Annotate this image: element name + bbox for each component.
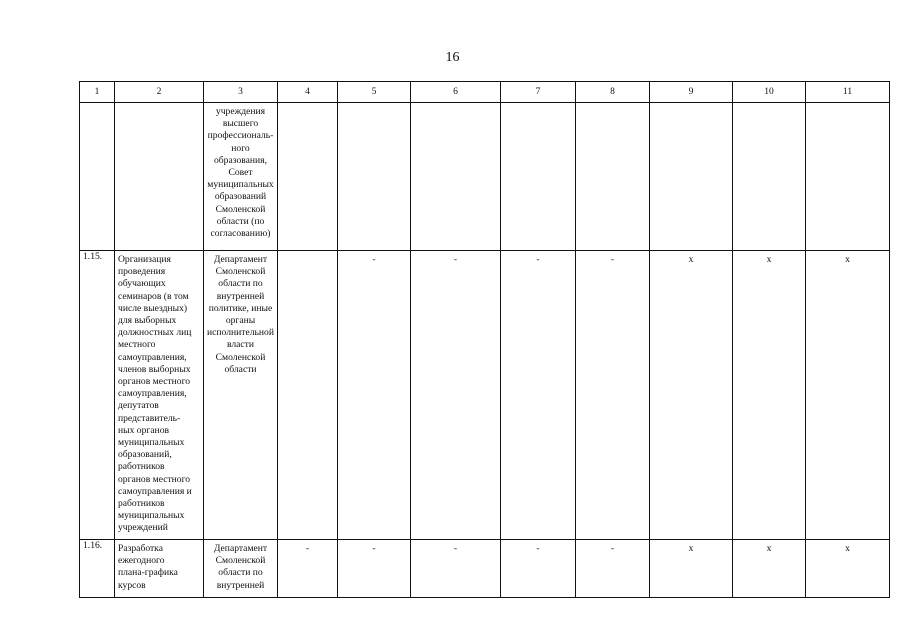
activity-line: проведения — [118, 266, 166, 278]
activity-line: самоуправления и — [118, 485, 192, 497]
header-cell: 3 — [204, 82, 278, 103]
executor-line: образований — [214, 191, 267, 203]
executor-line: Смоленской — [215, 203, 266, 215]
activity-line: работников — [118, 498, 165, 510]
row-value: - — [411, 540, 501, 598]
header-cell: 5 — [338, 82, 411, 103]
page-number: 16 — [445, 50, 460, 65]
executor-line: области — [224, 363, 257, 375]
activity-line: муниципальных — [118, 437, 185, 449]
executor-line: высшего — [222, 118, 259, 130]
activity-line: ных органов — [118, 424, 170, 436]
activity-line: работников — [118, 461, 165, 473]
activity-line: муниципальных — [118, 510, 185, 522]
executor-line: Департамент — [213, 543, 268, 554]
row-number — [80, 103, 115, 251]
row-activity — [115, 251, 204, 540]
executor-line: муниципальных — [207, 179, 274, 191]
header-cell: 4 — [278, 82, 338, 103]
row-value: х — [733, 251, 806, 540]
activity-line: членов выборных — [118, 363, 191, 375]
header-cell: 9 — [650, 82, 733, 103]
executor-line: учреждения — [215, 106, 266, 117]
executor-line: области (по — [216, 215, 265, 227]
executor-line: внутренней — [216, 579, 265, 591]
row-value: х — [650, 251, 733, 540]
row-value — [338, 103, 411, 251]
row-value — [806, 103, 890, 251]
executor-line: политике, иные — [208, 302, 273, 314]
activity-line: Организация — [118, 254, 171, 265]
row-value: - — [411, 251, 501, 540]
executor-line: Департамент — [213, 254, 268, 265]
row-value: - — [576, 540, 650, 598]
row-value: х — [733, 540, 806, 598]
executor-line: области по — [218, 278, 263, 290]
executor-line: власти — [226, 339, 255, 351]
activity-line: образований, — [118, 449, 172, 461]
row-value — [733, 103, 806, 251]
activity-line: депутатов — [118, 400, 159, 412]
row-executor — [204, 103, 278, 251]
row-activity — [115, 540, 204, 598]
row-value: - — [278, 540, 338, 598]
row-value: х — [806, 540, 890, 598]
row-activity — [115, 103, 204, 251]
executor-line: Смоленской — [215, 555, 266, 567]
table-header-row — [80, 82, 890, 103]
executor-line: Совет — [228, 167, 253, 179]
activity-line: для выборных — [118, 315, 177, 327]
table-row — [80, 251, 890, 540]
executor-line: Смоленской — [215, 266, 266, 278]
activity-line: Разработка — [118, 543, 163, 554]
activity-line: семинаров (в том — [118, 290, 189, 302]
activity-line: плана-графика — [118, 567, 178, 579]
header-cell: 8 — [576, 82, 650, 103]
activity-line: самоуправления, — [118, 351, 187, 363]
header-cell: 1 — [80, 82, 115, 103]
executor-line: Смоленской — [215, 351, 266, 363]
header-cell: 2 — [115, 82, 204, 103]
activity-line: органов местного — [118, 473, 191, 485]
executor-line: внутренней — [216, 290, 265, 302]
executor-line: органы — [225, 315, 256, 327]
executor-line: исполнительной — [207, 327, 274, 339]
executor-line: согласованию) — [210, 228, 271, 240]
executor-line: ного — [231, 142, 250, 154]
row-value — [650, 103, 733, 251]
row-value: - — [501, 251, 576, 540]
row-value: - — [501, 540, 576, 598]
row-value — [501, 103, 576, 251]
header-cell: 11 — [806, 82, 890, 103]
activity-line: местного — [118, 339, 156, 351]
row-value: - — [338, 540, 411, 598]
activity-line: самоуправления, — [118, 388, 187, 400]
table-row — [80, 540, 890, 598]
row-value: - — [576, 251, 650, 540]
activity-line: курсов — [118, 579, 146, 591]
executor-line: профессиональ- — [207, 130, 274, 142]
row-value — [278, 103, 338, 251]
row-number: 1.16. — [80, 540, 115, 598]
activity-line: органов местного — [118, 376, 191, 388]
row-value: - — [338, 251, 411, 540]
header-cell: 10 — [733, 82, 806, 103]
header-cell: 7 — [501, 82, 576, 103]
row-executor — [204, 251, 278, 540]
row-executor — [204, 540, 278, 598]
executor-line: образования, — [213, 154, 267, 166]
activity-line: должностных лиц — [118, 327, 192, 339]
row-value — [411, 103, 501, 251]
plan-table — [79, 81, 890, 598]
row-value — [278, 251, 338, 540]
row-value — [576, 103, 650, 251]
row-value: х — [650, 540, 733, 598]
row-value: х — [806, 251, 890, 540]
activity-line: обучающих — [118, 278, 166, 290]
executor-line: области по — [218, 567, 263, 579]
row-number: 1.15. — [80, 251, 115, 540]
table-row — [80, 103, 890, 251]
activity-line: учреждений — [118, 522, 168, 534]
header-cell: 6 — [411, 82, 501, 103]
activity-line: числе выездных) — [118, 302, 188, 314]
activity-line: ежегодного — [118, 555, 165, 567]
activity-line: представитель- — [118, 412, 181, 424]
